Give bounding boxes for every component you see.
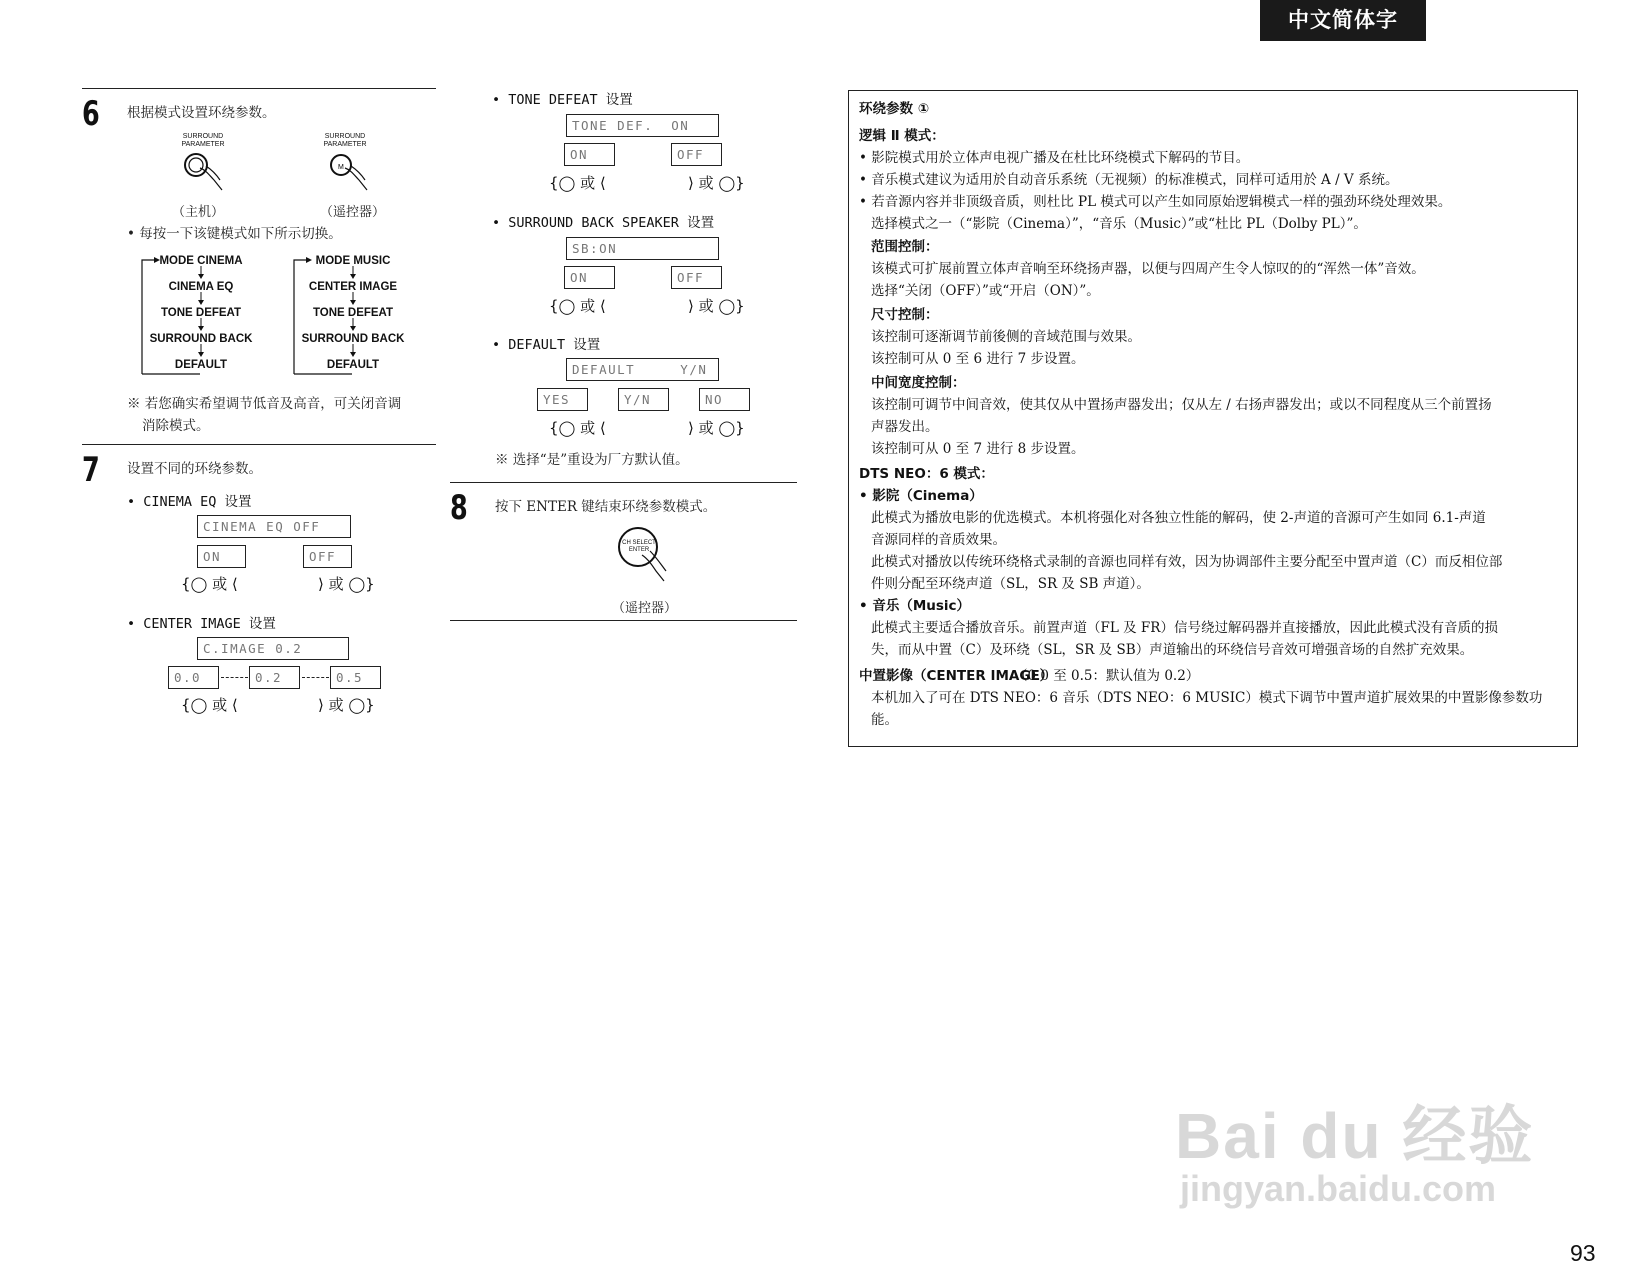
flow-item: MODE MUSIC [315,255,391,267]
lcd-display: TONE DEF. ON [566,114,719,137]
button-label: CH SELECT ENTER [622,540,656,553]
knob-left-icon: {◯ 或 ⟨ [549,297,606,315]
lcd-display: C.IMAGE 0.2 [197,637,349,660]
surround-parameter-button-icon [178,150,234,194]
dashed-connector [221,677,248,678]
body-text: 音源同样的音质效果。 [871,532,1006,548]
option-box: ON [564,143,615,166]
option-box: ON [564,266,615,289]
sub-heading: • 影院（Cinema） [859,488,983,504]
knob-right-icon: ⟩ 或 ◯} [318,696,375,714]
option-box: 0.5 [330,666,381,689]
body-text: 能。 [871,712,898,728]
knob-left-icon: {◯ 或 ⟨ [549,419,606,437]
body-text: 选择“关闭（OFF）”或“开启（ON）”。 [871,283,1100,299]
knob-left-icon: {◯ 或 ⟨ [181,696,238,714]
button-label: SURROUND PARAMETER [323,133,367,148]
setting-heading: • TONE DEFEAT 设置 [492,92,633,108]
language-tab: 中文简体字 [1260,0,1426,41]
body-text: 选择模式之一（“影院（Cinema）”，“音乐（Music）”或“杜比 PL（Dolby PL）”。 [871,216,1367,232]
watermark-url: jingyan.baidu.com [1180,1168,1497,1209]
lcd-display: DEFAULT Y/N [566,358,719,381]
setting-heading: • DEFAULT 设置 [492,337,601,353]
bullet-text: • 每按一下该键模式如下所示切换。 [127,226,342,242]
option-box: 0.0 [168,666,219,689]
flow-item: TONE DEFEAT [160,307,242,319]
svg-text:M: M [338,164,344,171]
flow-item: DEFAULT [326,359,380,371]
option-box: ON [197,545,246,568]
body-text: 声器发出。 [871,419,939,435]
step-number: 8 [450,488,468,528]
body-text: 该控制可调节中间音效，使其仅从中置扬声器发出；仅从左 / 右扬声器发出；或以不同程度从三个前置扬 [871,397,1492,413]
flow-item: MODE CINEMA [159,255,243,267]
option-box: 0.2 [249,666,300,689]
caption-main-unit: （主机） [172,205,225,220]
section-heading: 逻辑 Ⅱ 模式： [859,128,945,144]
note-text: 消除模式。 [142,418,210,434]
body-text: 该控制可逐渐调节前後侧的音域范围与效果。 [871,329,1141,345]
divider [450,482,797,483]
section-heading: 中置影像（CENTER IMAGE） [859,668,1054,684]
knob-right-icon: ⟩ 或 ◯} [688,297,745,315]
option-box: NO [699,388,750,411]
flow-item: SURROUND BACK [149,333,253,345]
option-box: Y/N [618,388,669,411]
knob-right-icon: ⟩ 或 ◯} [318,575,375,593]
watermark-logo: Bai du 经验 [1175,1100,1535,1172]
setting-heading: • CINEMA EQ 设置 [127,494,252,510]
body-text: 此模式主要适合播放音乐。前置声道（FL 及 FR）信号绕过解码器并直接播放，因此此模式没有音质的损 [871,620,1498,636]
enter-button-icon [616,525,676,585]
divider [82,444,436,445]
bullet-text: • 音乐模式建议为适用於自动音乐系统（无视频）的标准模式，同样可适用於 A / V 系统。 [859,172,1399,188]
bullet-text: • 若音源内容并非顶级音质，则杜比 PL 模式可以产生如同原始逻辑模式一样的强劲环绕处理效果。 [859,194,1452,210]
body-text: 该控制可从 0 至 7 进行 8 步设置。 [871,441,1085,457]
caption-remote: （遥控器） [320,205,386,220]
body-text: 此模式对播放以传统环绕格式录制的音源也同样有效，因为协调部件主要分配至中置声道（C）而反相位部 [871,554,1503,570]
body-text: 该控制可从 0 至 6 进行 7 步设置。 [871,351,1085,367]
option-box: OFF [671,266,722,289]
page-number: 93 [1570,1240,1596,1266]
sub-heading: 尺寸控制： [871,307,939,323]
knob-right-icon: ⟩ 或 ◯} [688,174,745,192]
remote-surround-parameter-button-icon [325,150,381,194]
lcd-display: SB:ON [566,237,719,260]
button-label: SURROUND PARAMETER [181,133,225,148]
body-text: 该模式可扩展前置立体声音响至环绕扬声器，以便与四周产生令人惊叹的的“浑然一体”音效。 [871,261,1425,277]
knob-right-icon: ⟩ 或 ◯} [688,419,745,437]
step-text: 按下 ENTER 键结束环绕参数模式。 [495,499,717,515]
setting-heading: • CENTER IMAGE 设置 [127,616,276,632]
flow-item: TONE DEFEAT [312,307,394,319]
dashed-connector [302,677,329,678]
surround-parameters-panel [848,90,1578,747]
option-box: YES [537,388,588,411]
body-text: 本机加入了可在 DTS NEO：6 音乐（DTS NEO：6 MUSIC）模式下调节中置声道扩展效果的中置影像参数功 [871,690,1543,706]
lcd-display: CINEMA EQ OFF [197,515,351,538]
knob-left-icon: {◯ 或 ⟨ [549,174,606,192]
option-box: OFF [671,143,722,166]
step-number: 7 [82,450,100,490]
sub-heading: 范围控制： [871,239,939,255]
setting-heading: • SURROUND BACK SPEAKER 设置 [492,215,715,231]
step-number: 6 [82,94,100,134]
note-text: ※ 若您确实希望调节低音及高音，可关闭音调 [127,396,402,412]
step-text: 设置不同的环绕参数。 [127,461,262,477]
flow-item: DEFAULT [174,359,228,371]
note-text: ※ 选择“是”重设为厂方默认值。 [495,452,689,468]
section-heading: DTS NEO：6 模式： [859,466,994,482]
flow-item: SURROUND BACK [301,333,405,345]
caption-remote: （遥控器） [612,601,678,616]
step-text: 根据模式设置环绕参数。 [127,105,276,121]
flow-item: CINEMA EQ [168,281,234,293]
divider [450,620,797,621]
bullet-text: • 影院模式用於立体声电视广播及在杜比环绕模式下解码的节目。 [859,150,1250,166]
body-text: （0.0 至 0.5：默认值为 0.2） [1014,668,1200,684]
option-box: OFF [303,545,352,568]
divider [82,88,436,89]
sub-heading: • 音乐（Music） [859,598,971,614]
body-text: 件则分配至环绕声道（SL，SR 及 SB 声道）。 [871,576,1150,592]
sub-heading: 中间宽度控制： [871,375,966,391]
panel-title: 环绕参数 ① [859,101,930,117]
body-text: 此模式为播放电影的优选模式。本机将强化对各独立性能的解码，使 2-声道的音源可产生如同 6.1-声道 [871,510,1486,526]
knob-left-icon: {◯ 或 ⟨ [181,575,238,593]
body-text: 失，而从中置（C）及环绕（SL，SR 及 SB）声道输出的环绕信号音效可增强音场的自然扩充效果。 [871,642,1474,658]
flow-item: CENTER IMAGE [308,281,398,293]
